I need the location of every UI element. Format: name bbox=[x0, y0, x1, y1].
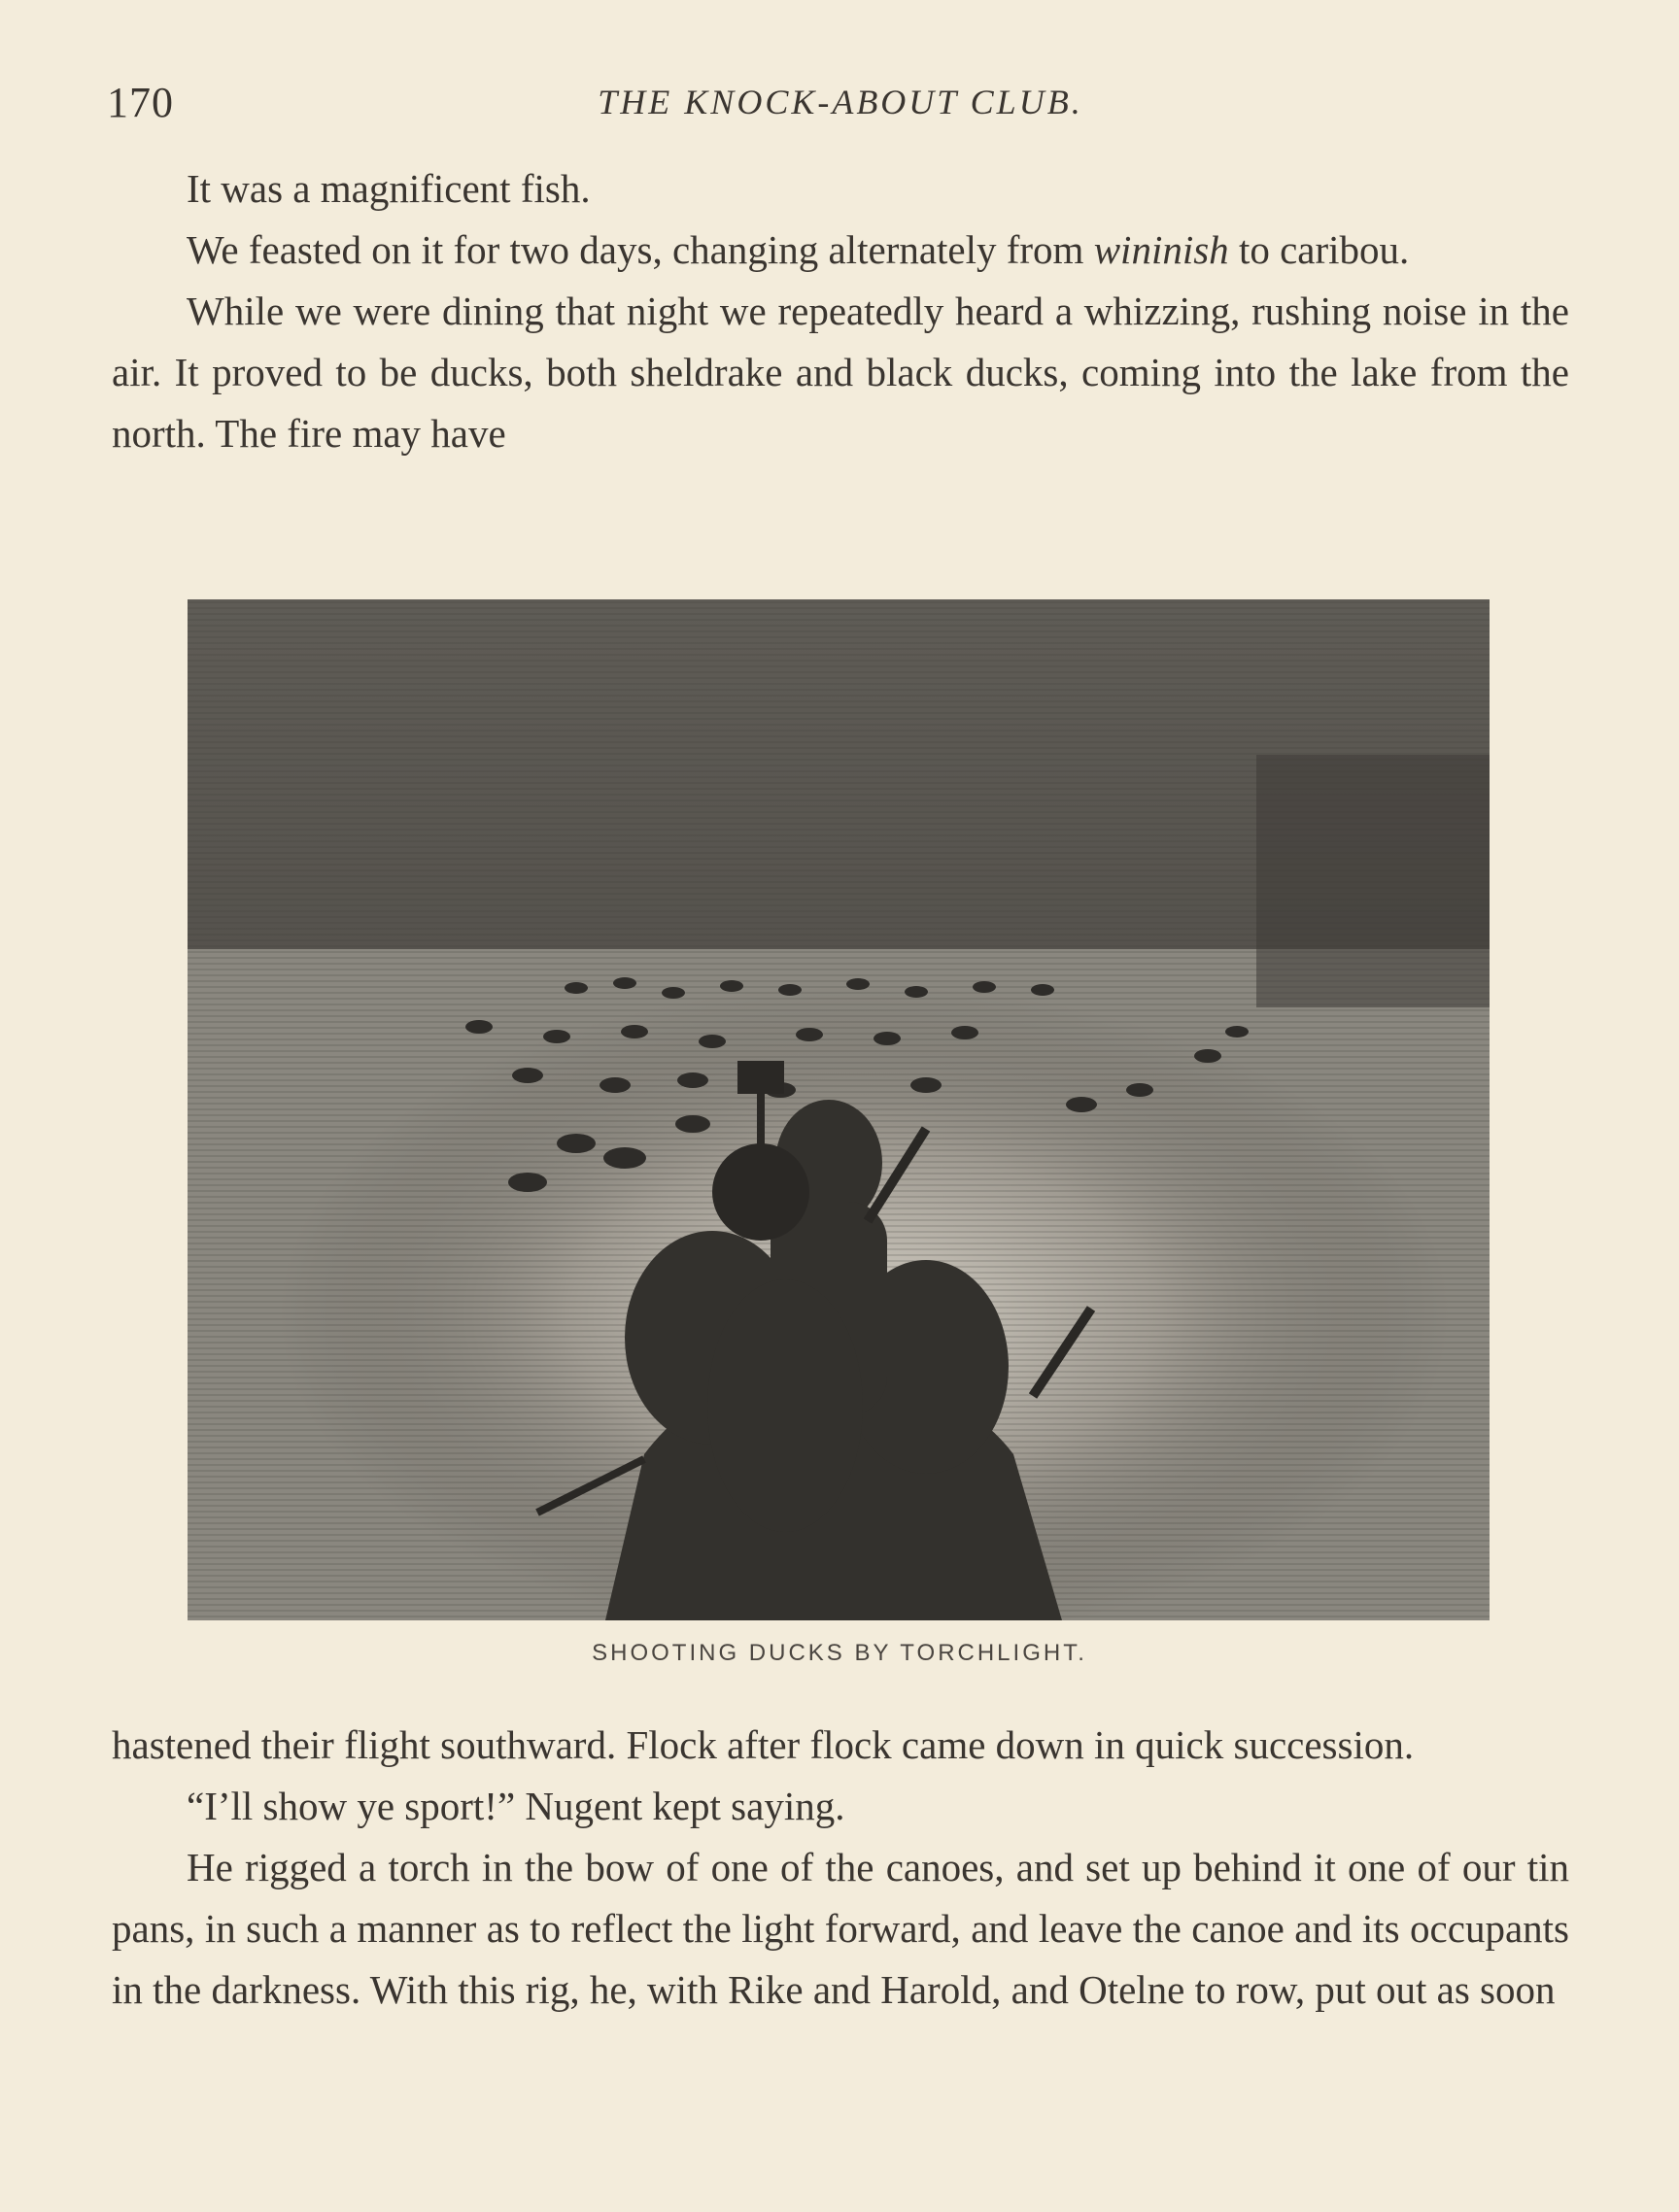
paragraph: It was a magnificent fish. bbox=[187, 166, 591, 211]
text-run: to caribou. bbox=[1228, 227, 1410, 272]
upper-text-block bbox=[112, 158, 1569, 464]
engraving-illustration bbox=[188, 599, 1490, 1620]
paragraph: He rigged a torch in the bow of one of the canoes, and set up behind it one of our tin pans, in such a manner as to reflect the light forward, and leave the canoe and its occupants in the darkness. With this rig, he, with Rike and Harold, and Otelne to row, put out as soon bbox=[112, 1845, 1569, 2012]
text-run: We feasted on it for two days, changing alternately from bbox=[187, 227, 1094, 272]
torchlight-duck-hunt-engraving bbox=[188, 599, 1490, 1620]
running-head: THE KNOCK-ABOUT CLUB. bbox=[598, 83, 1083, 121]
paragraph: hastened their flight southward. Flock after flock came down in quick succession. bbox=[112, 1722, 1415, 1767]
italic-word: wininish bbox=[1093, 227, 1229, 272]
paragraph: While we were dining that night we repeatedly heard a whizzing, rushing noise in the air. It proved to be ducks, both sheldrake and black ducks, coming into the lake from the north. The fire may have bbox=[112, 289, 1569, 456]
page-header bbox=[107, 78, 1574, 136]
page-number: 170 bbox=[107, 79, 174, 126]
lower-text-block bbox=[112, 1715, 1569, 2021]
paragraph bbox=[112, 220, 1569, 281]
illustration-caption: SHOOTING DUCKS BY TORCHLIGHT. bbox=[592, 1640, 1087, 1666]
paragraph: “I’ll show ye sport!” Nugent kept saying. bbox=[187, 1784, 845, 1828]
